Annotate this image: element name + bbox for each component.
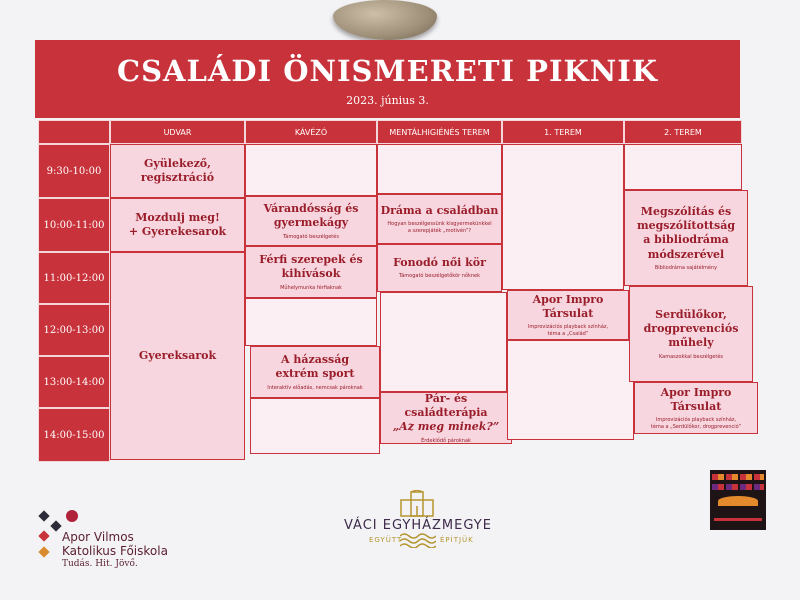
kavezo-empty xyxy=(250,398,380,454)
apor-name-1: Apor Vilmos xyxy=(62,530,134,544)
mentalhigienes-drama: Dráma a családban Hogyan beszélgessünk kisgyermekünkkel a szerepjáték „motivén”? xyxy=(377,194,502,244)
vaci-sub-2: ÉPÍTJÜK xyxy=(440,536,474,544)
col-header-udvar: UDVAR xyxy=(110,120,245,144)
kavezo-empty xyxy=(245,298,377,346)
poster-title: CSALÁDI ÖNISMERETI PIKNIK xyxy=(116,54,658,88)
corner-cell xyxy=(38,120,110,144)
kavezo-empty xyxy=(245,144,377,196)
vaci-sub-1: EGYÜTT xyxy=(369,536,403,544)
mentalhigienes-par: Pár- és családterápia „Az meg minek?” Érdeklődő pároknak xyxy=(380,392,512,444)
mentalhigienes-empty xyxy=(377,144,502,194)
poster-date: 2023. június 3. xyxy=(346,94,429,107)
mentalhigienes-empty xyxy=(380,292,507,392)
terem1-empty xyxy=(502,144,624,290)
partner-logo xyxy=(710,470,766,530)
time-slot: 10:00-11:00 xyxy=(38,198,110,252)
cathedral-icon xyxy=(397,490,437,518)
logo-diamond-icon xyxy=(38,530,49,541)
time-slot: 14:00-15:00 xyxy=(38,408,110,462)
kavezo-ferfi: Férfi szerepek és kihívások Műhelymunka férfiaknak xyxy=(245,246,377,298)
vaci-title: VÁCI EGYHÁZMEGYE xyxy=(344,518,492,533)
col-header-mentalhigienes: MENTÁLHIGIÉNÉS TEREM xyxy=(377,120,502,144)
udvar-gyereksarok: Gyereksarok xyxy=(110,252,245,460)
terem2-megszolitas: Megszólítás és megszólítottság a bibliodráma módszerével Bibliodráma sajátélmény xyxy=(624,190,748,286)
kavezo-hazassag: A házasság extrém sport Interaktív előadás, nemcsak pároknak xyxy=(250,346,380,398)
time-slot: 13:00-14:00 xyxy=(38,356,110,408)
logo-diamond-icon xyxy=(50,520,61,531)
udvar-gyulekezo: Gyülekező, regisztráció xyxy=(110,144,245,198)
terem1-apor-impro: Apor Impro Társulat Improvizációs playback színház, téma a „Család” xyxy=(507,290,629,340)
time-slot: 12:00-13:00 xyxy=(38,304,110,356)
time-slot: 11:00-12:00 xyxy=(38,252,110,304)
title-banner xyxy=(35,40,740,118)
stone xyxy=(333,0,437,40)
terem2-apor-impro: Apor Impro Társulat Improvizációs playback színház, téma a „Serdülőkor, drogprevenció” xyxy=(634,382,758,434)
logo-diamond-icon xyxy=(38,510,49,521)
waves-icon xyxy=(400,532,436,548)
kavezo-varandossag: Várandósság és gyermekágy Támogató beszélgetés xyxy=(245,196,377,246)
col-header-terem1: 1. TEREM xyxy=(502,120,624,144)
terem2-serdulokor: Serdülőkor, drogprevenciós műhely Kamaszokkal beszélgetés xyxy=(629,286,753,382)
logo-flower-icon xyxy=(64,508,81,525)
time-slot: 9:30-10:00 xyxy=(38,144,110,198)
udvar-mozdulj: Mozdulj meg! + Gyerekesarok xyxy=(110,198,245,252)
apor-name-2: Katolikus Főiskola xyxy=(62,544,168,558)
col-header-kavezo: KÁVÉZÓ xyxy=(245,120,377,144)
terem1-empty xyxy=(507,340,634,440)
mentalhigienes-fonodo: Fonodó női kör Támogató beszélgetőkör nőknek xyxy=(377,244,502,292)
apor-motto: Tudás. Hit. Jövő. xyxy=(62,559,138,569)
terem2-empty xyxy=(624,144,742,190)
col-header-terem2: 2. TEREM xyxy=(624,120,742,144)
logo-diamond-icon xyxy=(38,546,49,557)
